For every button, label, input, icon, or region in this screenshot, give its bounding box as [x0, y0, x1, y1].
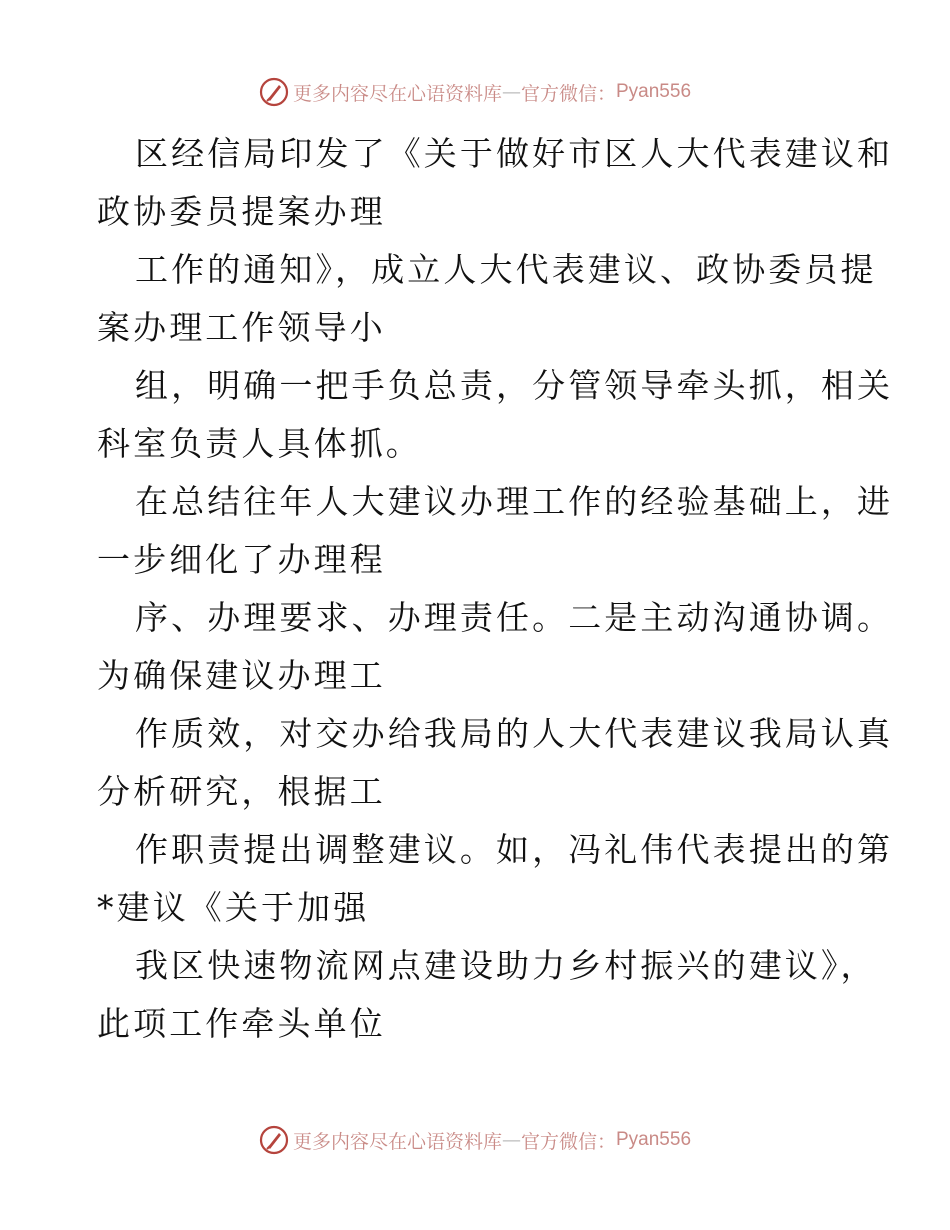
- header-watermark: [0, 72, 950, 112]
- body-line: 为确保建议办理工: [97, 656, 386, 695]
- body-line: 在总结往年人大建议办理工作的经验基础上，进: [135, 482, 894, 521]
- quill-logo-icon: [259, 77, 289, 107]
- body-line: 此项工作牵头单位: [97, 1004, 386, 1043]
- body-line: 案办理工作领导小: [97, 308, 386, 347]
- watermark-handle: Pyan556: [616, 81, 692, 102]
- body-line: 组，明确一把手负总责，分管领导牵头抓，相关: [135, 366, 894, 405]
- quill-logo-icon: [259, 1125, 289, 1155]
- watermark-separator: —: [501, 1129, 521, 1151]
- body-line: 一步细化了办理程: [97, 540, 386, 579]
- body-line: 区经信局印发了《关于做好市区人大代表建议和: [135, 134, 894, 173]
- watermark-text: 更多内容尽在心语资料库: [292, 82, 502, 105]
- footer-watermark: [0, 1120, 950, 1160]
- watermark-separator: —: [501, 81, 521, 103]
- body-line: 序、办理要求、办理责任。二是主动沟通协调。: [135, 598, 894, 637]
- watermark-official: 官方微信：: [520, 1130, 616, 1153]
- body-line: 科室负责人具体抓。: [97, 424, 422, 463]
- document-body: [97, 125, 894, 1053]
- watermark-text: 更多内容尽在心语资料库: [292, 1130, 502, 1153]
- body-line: 政协委员提案办理: [97, 192, 386, 231]
- watermark-handle: Pyan556: [616, 1129, 692, 1150]
- body-line: 作职责提出调整建议。如，冯礼伟代表提出的第: [135, 830, 894, 869]
- watermark-official: 官方微信：: [520, 82, 616, 105]
- body-line: 分析研究，根据工: [97, 772, 386, 811]
- body-line: 我区快速物流网点建设助力乡村振兴的建议》，: [135, 946, 877, 985]
- body-line: 作质效，对交办给我局的人大代表建议我局认真: [135, 714, 894, 753]
- body-line: *建议《关于加强: [97, 888, 370, 927]
- body-line: 工作的通知》，成立人大代表建议、政协委员提: [135, 250, 877, 289]
